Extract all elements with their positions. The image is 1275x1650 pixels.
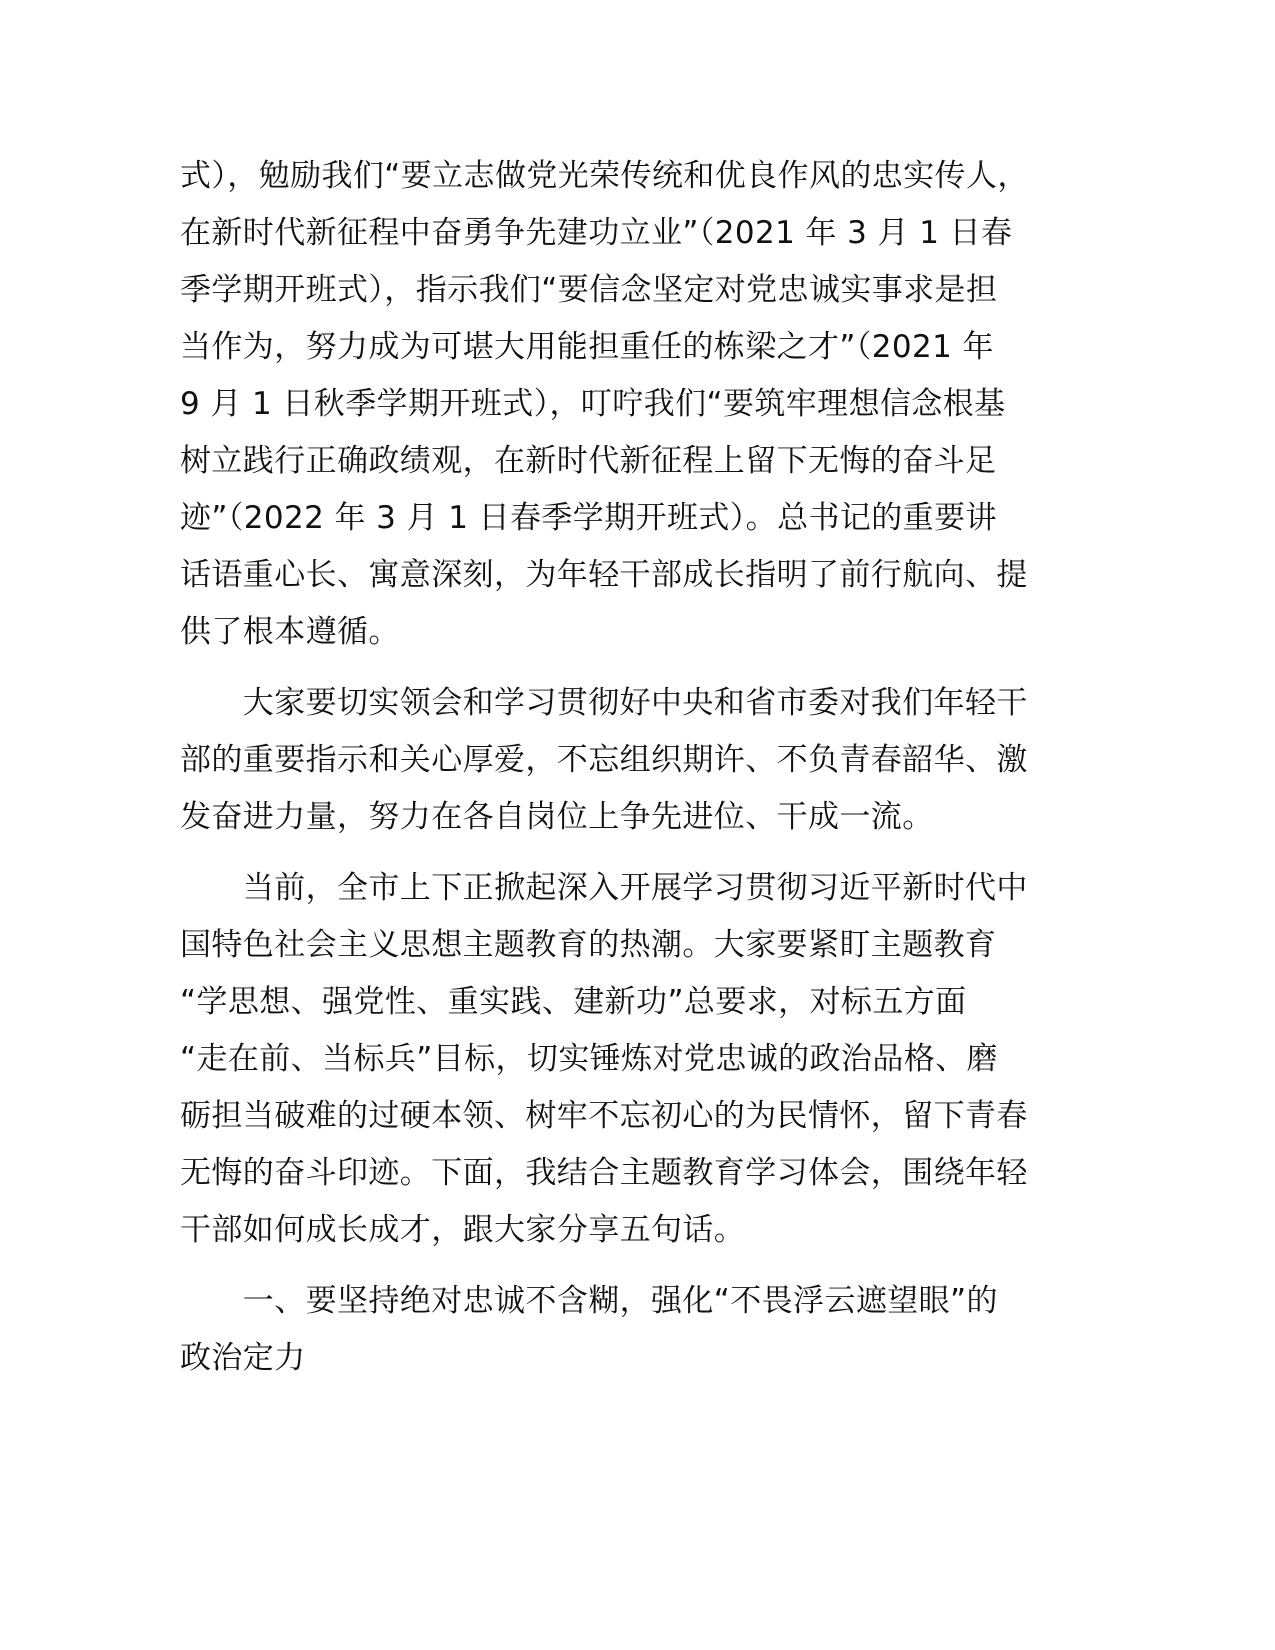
paragraph-speech-quotes	[180, 148, 1060, 661]
text-line: 树立践行正确政绩观，在新时代新征程上留下无悔的奋斗足	[180, 443, 997, 479]
text-line: 9 月 1 日秋季学期开班式），叮咛我们“要筑牢理想信念根基	[180, 386, 1006, 422]
text-line: 无悔的奋斗印迹。下面，我结合主题教育学习体会，围绕年轻	[180, 1155, 1028, 1191]
paragraph-theme-education	[180, 860, 1060, 1259]
text-line: 干部如何成长成才，跟大家分享五句话。	[180, 1212, 746, 1248]
text-line: 一、要坚持绝对忠诚不含糊，强化“不畏浮云遮望眼”的	[180, 1283, 998, 1319]
text-line: 政治定力	[180, 1340, 306, 1376]
paragraph-study-instructions	[180, 675, 1060, 846]
text-line: 发奋进力量，努力在各自岗位上争先进位、干成一流。	[180, 799, 934, 835]
text-line: 砺担当破难的过硬本领、树牢不忘初心的为民情怀，留下青春	[180, 1098, 1028, 1134]
text-line: 大家要切实领会和学习贯彻好中央和省市委对我们年轻干	[180, 685, 1028, 721]
text-line: “走在前、当标兵”目标，切实锤炼对党忠诚的政治品格、磨	[180, 1041, 998, 1077]
text-line: 季学期开班式），指示我们“要信念坚定对党忠诚实事求是担	[180, 272, 998, 308]
text-line: 话语重心长、寓意深刻，为年轻干部成长指明了前行航向、提	[180, 557, 1028, 593]
text-line: 供了根本遵循。	[180, 614, 400, 650]
text-line: 当作为，努力成为可堪大用能担重任的栋梁之才”（2021 年	[180, 329, 994, 365]
section-heading-one	[180, 1273, 1060, 1387]
text-line: 式），勉励我们“要立志做党光荣传统和优良作风的忠实传人，	[180, 158, 1029, 194]
text-line: 当前，全市上下正掀起深入开展学习贯彻习近平新时代中	[180, 870, 1028, 906]
text-line: “学思想、强党性、重实践、建新功”总要求，对标五方面	[180, 984, 967, 1020]
text-line: 部的重要指示和关心厚爱，不忘组织期许、不负青春韶华、激	[180, 742, 1028, 778]
text-line: 在新时代新征程中奋勇争先建功立业”（2021 年 3 月 1 日春	[180, 215, 1013, 251]
text-line: 国特色社会主义思想主题教育的热潮。大家要紧盯主题教育	[180, 927, 997, 963]
text-line: 迹”（2022 年 3 月 1 日春季学期开班式）。总书记的重要讲	[180, 500, 997, 536]
document-page	[180, 148, 1060, 1401]
